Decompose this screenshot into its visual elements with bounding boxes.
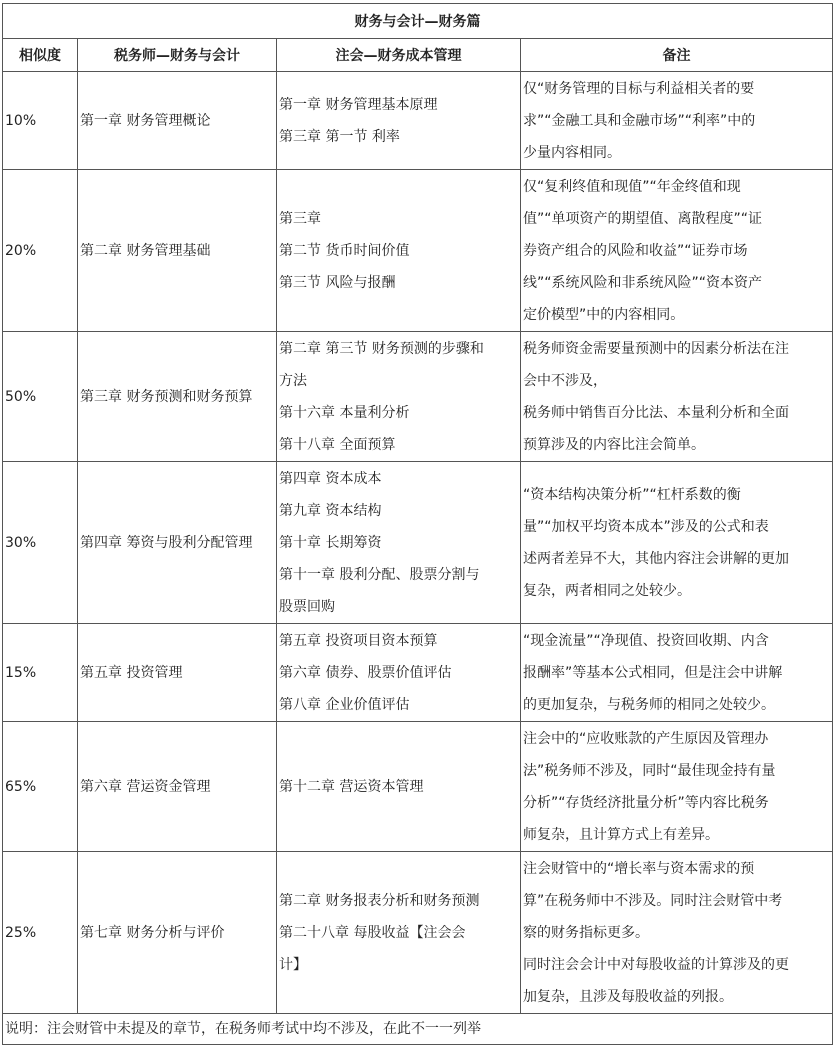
- note-line: 师复杂，且计算方式上有差异。: [523, 826, 719, 843]
- note-line: 注会中的“应收账款的产生原因及管理办: [523, 730, 769, 747]
- comparison-table: [2, 3, 833, 1045]
- cpa-chapter-line: 第九章 资本结构: [279, 502, 382, 519]
- note-line: 察的财务指标更多。: [523, 924, 649, 941]
- similarity-cell: 20%: [3, 170, 78, 332]
- note-line: 分析”“存货经济批量分析”等内容比税务: [523, 794, 769, 811]
- similarity-cell: 30%: [3, 462, 78, 624]
- note-line: 定价模型”中的内容相同。: [523, 306, 685, 323]
- note-line: 线”“系统风险和非系统风险”“资本资产: [523, 274, 763, 291]
- tax-chapter-cell: 第一章 财务管理概论: [78, 72, 277, 170]
- note-line: 的更加复杂，与税务师的相同之处较少。: [523, 696, 775, 713]
- note-cell: [521, 722, 833, 852]
- similarity-cell: 65%: [3, 722, 78, 852]
- tax-chapter-cell: 第七章 财务分析与评价: [78, 852, 277, 1014]
- note-line: 预算涉及的内容比注会简单。: [523, 436, 705, 453]
- note-cell: [521, 332, 833, 462]
- cpa-chapter-line: 第十八章 全面预算: [279, 436, 396, 453]
- cpa-chapter-line: 第十一章 股利分配、股票分割与: [279, 566, 480, 583]
- note-line: 会中不涉及，: [523, 372, 607, 389]
- table-row: [3, 624, 833, 722]
- similarity-cell: 15%: [3, 624, 78, 722]
- cpa-chapter-line: 第三章: [279, 210, 321, 227]
- note-line: 注会财管中的“增长率与资本需求的预: [523, 860, 755, 877]
- footnote: 说明：注会财管中未提及的章节，在税务师考试中均不涉及，在此不一一列举: [3, 1014, 833, 1045]
- note-line: 仅“财务管理的目标与利益相关者的要: [523, 80, 755, 97]
- note-line: 同时注会会计中对每股收益的计算涉及的更: [523, 956, 789, 973]
- note-line: 量”“加权平均资本成本”涉及的公式和表: [523, 518, 769, 535]
- note-line: 法”税务师不涉及，同时“最佳现金持有量: [523, 762, 776, 779]
- tax-chapter-cell: 第二章 财务管理基础: [78, 170, 277, 332]
- cpa-chapter-cell: [277, 170, 521, 332]
- note-line: 加复杂，且涉及每股收益的列报。: [523, 988, 733, 1005]
- cpa-chapter-line: 第四章 资本成本: [279, 470, 382, 487]
- header-note: 备注: [521, 39, 833, 72]
- table-row: [3, 170, 833, 332]
- note-line: 述两者差异不大，其他内容注会讲解的更加: [523, 550, 789, 567]
- note-line: “资本结构决策分析”“杠杆系数的衡: [523, 486, 741, 503]
- similarity-cell: 50%: [3, 332, 78, 462]
- cpa-chapter-line: 第三节 风险与报酬: [279, 274, 396, 291]
- note-line: 少量内容相同。: [523, 144, 621, 161]
- note-line: 券资产组合的风险和收益”“证券市场: [523, 242, 748, 259]
- similarity-cell: 10%: [3, 72, 78, 170]
- header-similarity: 相似度: [3, 39, 78, 72]
- cpa-chapter-line: 方法: [279, 372, 307, 389]
- table-title: 财务与会计—财务篇: [3, 4, 833, 39]
- note-line: 复杂，两者相同之处较少。: [523, 582, 691, 599]
- cpa-chapter-line: 第二章 财务报表分析和财务预测: [279, 892, 480, 909]
- note-cell: [521, 462, 833, 624]
- footnote-row: [3, 1014, 833, 1045]
- cpa-chapter-line: 股票回购: [279, 598, 335, 615]
- cpa-chapter-line: 第十六章 本量利分析: [279, 404, 410, 421]
- cpa-chapter-cell: [277, 332, 521, 462]
- table-row: [3, 722, 833, 852]
- cpa-chapter-line: 第十章 长期筹资: [279, 534, 382, 551]
- header-tax-finance-accounting: 税务师—财务与会计: [78, 39, 277, 72]
- cpa-chapter-line: 计】: [279, 956, 307, 973]
- note-cell: [521, 852, 833, 1014]
- cpa-chapter-line: 第一章 财务管理基本原理: [279, 96, 438, 113]
- note-line: 求”“金融工具和金融市场”“利率”中的: [523, 112, 756, 129]
- cpa-chapter-cell: [277, 462, 521, 624]
- cpa-chapter-line: 第八章 企业价值评估: [279, 696, 410, 713]
- table-body: [3, 72, 833, 1045]
- cpa-chapter-cell: [277, 722, 521, 852]
- cpa-chapter-line: 第二十八章 每股收益【注会会: [279, 924, 466, 941]
- note-line: 报酬率”等基本公式相同，但是注会中讲解: [523, 664, 783, 681]
- cpa-chapter-cell: [277, 852, 521, 1014]
- note-line: 仅“复利终值和现值”“年金终值和现: [523, 178, 741, 195]
- cpa-chapter-line: 第六章 债券、股票价值评估: [279, 664, 452, 681]
- note-line: 税务师中销售百分比法、本量利分析和全面: [523, 404, 789, 421]
- note-cell: [521, 170, 833, 332]
- table-row: [3, 852, 833, 1014]
- note-line: “现金流量”“净现值、投资回收期、内含: [523, 632, 769, 649]
- cpa-chapter-cell: [277, 72, 521, 170]
- tax-chapter-cell: 第六章 营运资金管理: [78, 722, 277, 852]
- cpa-chapter-cell: [277, 624, 521, 722]
- similarity-cell: 25%: [3, 852, 78, 1014]
- cpa-chapter-line: 第五章 投资项目资本预算: [279, 632, 438, 649]
- table-row: [3, 72, 833, 170]
- table-row: [3, 462, 833, 624]
- note-line: 税务师资金需要量预测中的因素分析法在注: [523, 340, 789, 357]
- note-cell: [521, 72, 833, 170]
- note-cell: [521, 624, 833, 722]
- tax-chapter-cell: 第三章 财务预测和财务预算: [78, 332, 277, 462]
- cpa-chapter-line: 第三章 第一节 利率: [279, 128, 400, 145]
- cpa-chapter-line: 第二章 第三节 财务预测的步骤和: [279, 340, 484, 357]
- tax-chapter-cell: 第四章 筹资与股利分配管理: [78, 462, 277, 624]
- header-cpa-financial-cost-management: 注会—财务成本管理: [277, 39, 521, 72]
- note-line: 值”“单项资产的期望值、离散程度”“证: [523, 210, 763, 227]
- cpa-chapter-line: 第二节 货币时间价值: [279, 242, 410, 259]
- cpa-chapter-line: 第十二章 营运资本管理: [279, 778, 424, 795]
- tax-chapter-cell: 第五章 投资管理: [78, 624, 277, 722]
- note-line: 算”在税务师中不涉及。同时注会财管中考: [523, 892, 783, 909]
- table-row: [3, 332, 833, 462]
